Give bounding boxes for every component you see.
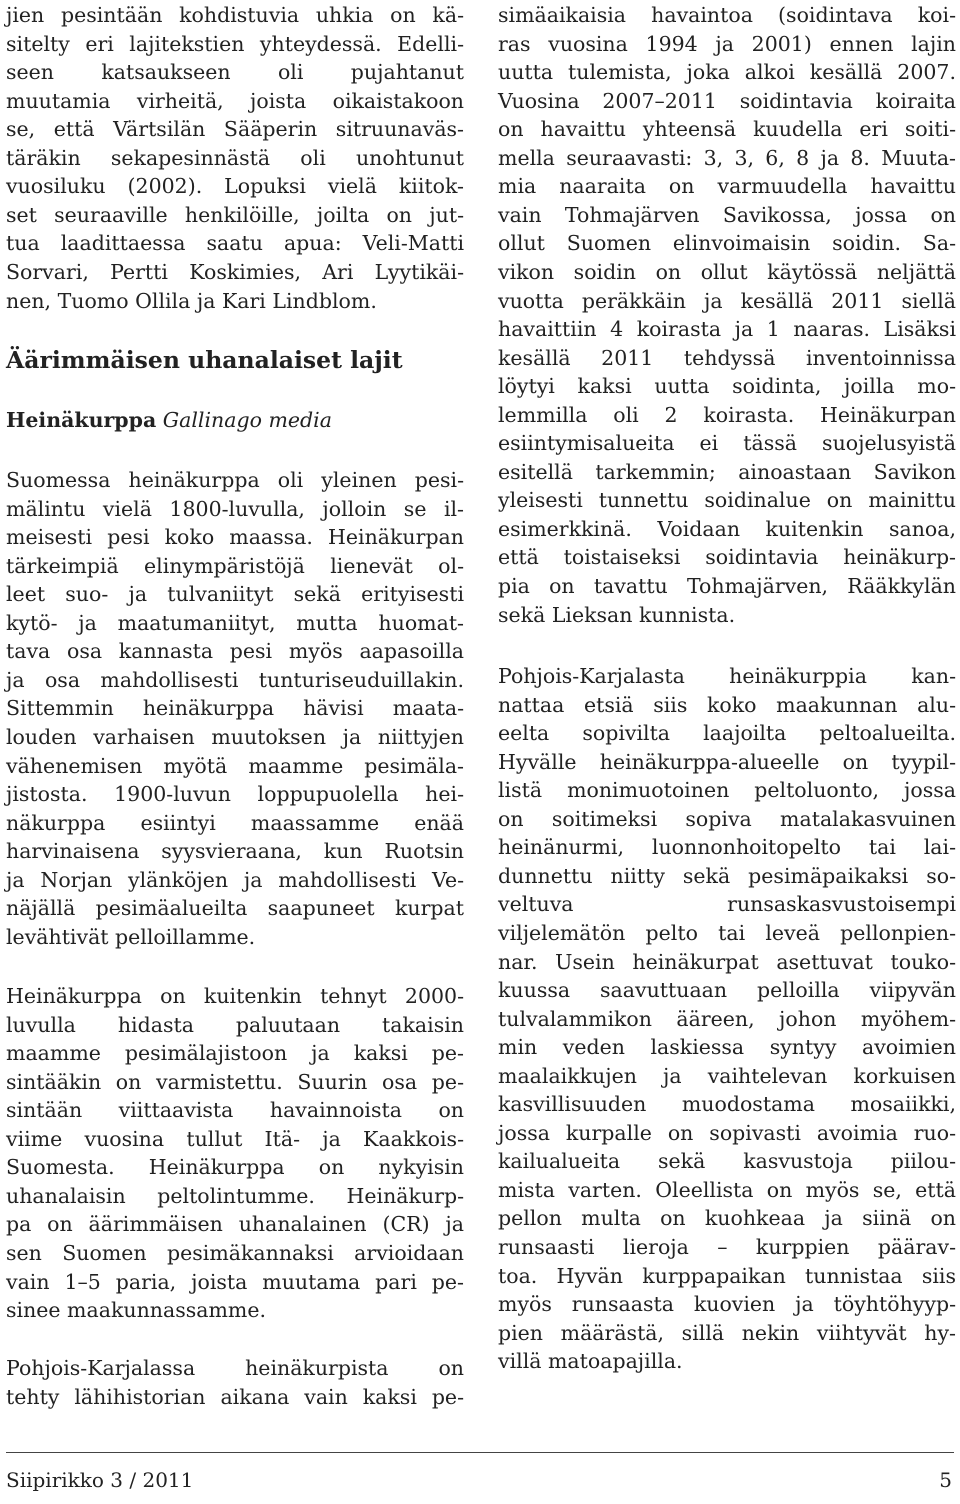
text-line: tehty lähihistorian aikana vain kaksi pe- xyxy=(6,1384,464,1409)
text-line: uutta tulemista, joka alkoi kesällä 2007. xyxy=(498,60,956,85)
text-line: että toistaiseksi soidintavia heinäkurp- xyxy=(498,545,956,570)
footer-page-number: 5 xyxy=(939,1468,952,1492)
text-line: uhanalaisin peltolintumme. Heinäkurp- xyxy=(6,1183,464,1208)
text-line: on soitimeksi sopiva matalakasvuinen xyxy=(498,806,956,831)
text-line: sintääkin on varmistettu. Suurin osa pe- xyxy=(6,1069,464,1094)
text-line: yleisesti tunnettu soidinalue on mainittu xyxy=(498,488,956,513)
footer-publication: Siipirikko 3 / 2011 xyxy=(6,1468,194,1492)
text-line: nattaa etsiä siis koko maakunnan alu- xyxy=(498,692,956,717)
text-line: ja osa mahdollisesti tunturiseuduillakin. xyxy=(6,667,464,692)
text-line: Suomesta. Heinäkurppa on nykyisin xyxy=(6,1155,464,1180)
text-line: viljelemätön pelto tai leveä pellonpien- xyxy=(498,920,956,945)
text-line: nen, Tuomo Ollila ja Kari Lindblom. xyxy=(6,288,377,313)
text-line: tärkeimpiä elinympäristöjä lienevät ol- xyxy=(6,553,464,578)
text-line: ras vuosina 1994 ja 2001) ennen lajin xyxy=(498,31,956,56)
text-line: vuosiluku (2002). Lopuksi vielä kiitok- xyxy=(6,174,464,199)
text-line: eelta sopivilta laajoilta peltoalueilta. xyxy=(498,721,956,746)
text-line: kytö- ja maatumaniityt, mutta huomat- xyxy=(6,610,464,635)
text-line: jossa kurpalle on sopivasti avoimia ruo- xyxy=(498,1120,956,1145)
text-line: heinänurmi, luonnonhoitopelto tai lai- xyxy=(498,835,956,860)
text-line: Hyvälle heinäkurppa-alueelle on tyypil- xyxy=(498,749,956,774)
text-line: esitellä tarkemmin; ainoastaan Savikon xyxy=(498,459,956,484)
text-line: ja Norjan ylänköjen ja mahdollisesti Ve- xyxy=(6,867,464,892)
text-line: havaittiin 4 koirasta ja 1 naaras. Lisäksi xyxy=(498,317,956,342)
text-line: maamme pesimälajistoon ja kaksi pe- xyxy=(6,1041,464,1066)
text-line: Pohjois-Karjalassa heinäkurpista on xyxy=(6,1356,464,1380)
text-line: näkurppa esiintyi maassamme enää xyxy=(6,810,464,835)
text-line: kesällä 2011 tehdyssä inventoinnissa xyxy=(498,345,956,370)
text-line: nar. Usein heinäkurpat asettuvat touko- xyxy=(498,949,956,974)
text-line: viime vuosina tullut Itä- ja Kaakkois- xyxy=(6,1126,464,1151)
text-line: pa on äärimmäisen uhanalainen (CR) ja xyxy=(6,1212,464,1237)
text-line: mista varten. Oleellista on myös se, että xyxy=(498,1177,956,1202)
text-line: luvulla hidasta paluutaan takaisin xyxy=(6,1012,464,1037)
text-line: mella seuraavasti: 3, 3, 6, 8 ja 8. Muuta- xyxy=(498,145,956,170)
text-line: jistosta. 1900-luvun loppupuolella hei- xyxy=(6,782,464,807)
text-line: jien pesintään kohdistuvia uhkia on kä- xyxy=(6,3,464,27)
text-line: maalaikkujen ja vaihtelevan korkuisen xyxy=(498,1063,956,1088)
text-line: lemmilla oli 2 koirasta. Heinäkurpan xyxy=(498,402,956,427)
text-line: ollut Suomen elinvoimaisin soidin. Sa- xyxy=(498,231,956,256)
text-line: tulvalammikon ääreen, johon myöhem- xyxy=(498,1006,956,1031)
text-line: villä matoapajilla. xyxy=(498,1349,683,1374)
text-line: vikon soidin on ollut käytössä neljättä xyxy=(498,259,956,284)
text-line: leet suo- ja tulvaniityt sekä erityisesti xyxy=(6,582,464,607)
text-line: vuotta peräkkäin ja kesällä 2011 siellä xyxy=(498,288,956,313)
text-line: Sittemmin heinäkurppa hävisi maata- xyxy=(6,696,464,721)
species-latin-name: Gallinago media xyxy=(162,408,332,432)
text-line: näjällä pesimäalueilta saapuneet kurpat xyxy=(6,896,464,921)
footer-rule xyxy=(6,1452,954,1453)
text-line: sitelty eri lajitekstien yhteydessä. Edelli- xyxy=(6,31,464,56)
text-line: Heinäkurppa on kuitenkin tehnyt 2000- xyxy=(6,984,464,1008)
text-line: simäaikaisia havaintoa (soidintava koi- xyxy=(498,3,956,27)
text-line: pien määrästä, sillä nekin viihtyvät hy- xyxy=(498,1320,956,1345)
text-line: veltuva runsaskasvustoisempi xyxy=(498,892,956,917)
text-line: mälintu vielä 1800-luvulla, jolloin se il- xyxy=(6,496,464,521)
text-line: meisesti pesi koko maassa. Heinäkurpan xyxy=(6,525,464,550)
text-line: louden varhaisen muutoksen ja niittyjen xyxy=(6,724,464,749)
text-line: vain Tohmajärven Savikossa, jossa on xyxy=(498,202,956,227)
text-line: kailualueita sekä kasvustoja piilou- xyxy=(498,1149,956,1174)
text-line: min veden laskiessa syntyy avoimien xyxy=(498,1035,956,1060)
text-line: pia on tavattu Tohmajärven, Rääkkylän xyxy=(498,574,956,598)
text-line: set seuraaville henkilöille, joilta on jut- xyxy=(6,202,464,227)
text-line: sinee maakunnassamme. xyxy=(6,1298,266,1323)
text-line: sen Suomen pesimäkannaksi arvioidaan xyxy=(6,1240,464,1265)
text-line: Sorvari, Pertti Koskimies, Ari Lyytikäi- xyxy=(6,259,464,284)
text-line: tava osa kannasta pesi myös aapasoilla xyxy=(6,639,464,664)
text-line: tua laadittaessa saatu apua: Veli-Matti xyxy=(6,231,464,256)
section-heading: Äärimmäisen uhanalaiset lajit xyxy=(6,346,403,374)
text-line: Vuosina 2007–2011 soidintavia koiraita xyxy=(498,88,956,113)
text-line: se, että Värtsilän Sääperin sitruunaväs- xyxy=(6,117,464,142)
text-line: runsaasti lieroja – kurppien päärav- xyxy=(498,1235,956,1259)
text-line: esimerkkinä. Voidaan kuitenkin sanoa, xyxy=(498,516,956,541)
text-line: toa. Hyvän kurppapaikan tunnistaa siis xyxy=(498,1263,956,1288)
text-line: kasvillisuuden muodostama mosaiikki, xyxy=(498,1092,956,1117)
text-line: harvinaisena syysvieraana, kun Ruotsin xyxy=(6,839,464,864)
text-line: mia naaraita on varmuudella havaittu xyxy=(498,174,956,199)
species-name: Heinäkurppa xyxy=(6,408,157,432)
text-line: pellon multa on kuohkeaa ja siinä on xyxy=(498,1206,956,1231)
text-line: vähenemisen myötä maamme pesimäla- xyxy=(6,753,464,778)
species-heading xyxy=(6,406,332,434)
text-line: täräkin sekapesinnästä oli unohtunut xyxy=(6,145,464,170)
text-line: dunnettu niitty sekä pesimäpaikaksi so- xyxy=(498,863,956,888)
text-line: löytyi kaksi uutta soidinta, joilla mo- xyxy=(498,374,956,399)
text-line: levähtivät pelloillamme. xyxy=(6,924,256,949)
text-line: esiintymisalueita ei tässä suojelusyistä xyxy=(498,431,956,456)
text-line: muutamia virheitä, joista oikaistakoon xyxy=(6,88,464,113)
text-line: listä monimuotoinen peltoluonto, jossa xyxy=(498,778,956,803)
text-line: on havaittu yhteensä kuudella eri soiti- xyxy=(498,117,956,142)
text-line: kuussa saavuttuaan pelloilla viipyvän xyxy=(498,978,956,1003)
text-line: Pohjois-Karjalasta heinäkurppia kan- xyxy=(498,664,956,688)
text-line: Suomessa heinäkurppa oli yleinen pesi- xyxy=(6,468,464,492)
text-line: seen katsaukseen oli pujahtanut xyxy=(6,60,464,85)
text-line: sintään viittaavista havainnoista on xyxy=(6,1098,464,1123)
text-line: myös runsaasta kuovien ja töyhtöhyyp- xyxy=(498,1292,956,1317)
text-line: vain 1–5 paria, joista muutama pari pe- xyxy=(6,1269,464,1294)
text-line: sekä Lieksan kunnista. xyxy=(498,602,736,627)
